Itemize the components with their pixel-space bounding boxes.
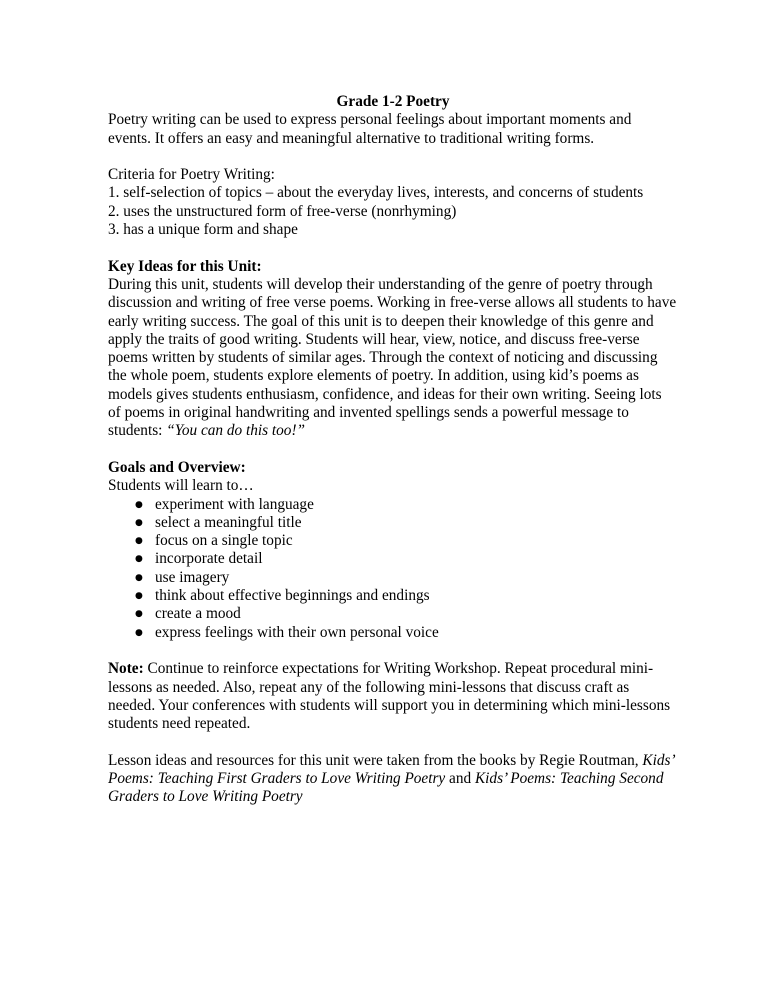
- bullet-icon: ●: [135, 609, 143, 620]
- document-page: [108, 93, 678, 807]
- note-body: Continue to reinforce expectations for Writing Workshop. Repeat procedural mini-lessons as needed. Also, repeat any of the following mini-lessons that discuss craft as needed. Your conferences with students will support you in determining which mini-lessons students need repeated.: [108, 660, 671, 733]
- note-paragraph: [108, 660, 678, 733]
- document-title: Grade 1-2 Poetry: [336, 93, 450, 110]
- spacer: [108, 239, 678, 257]
- goals-list: [108, 496, 678, 642]
- goal-text: use imagery: [155, 568, 230, 586]
- goal-item: [108, 624, 678, 642]
- goal-text: incorporate detail: [155, 550, 263, 568]
- sources-connector: and: [445, 769, 475, 787]
- goal-item: [108, 532, 678, 550]
- key-ideas-paragraph: [108, 276, 678, 441]
- bullet-icon: ●: [135, 536, 143, 547]
- spacer: [108, 733, 678, 751]
- note-label: Note:: [108, 660, 144, 678]
- key-ideas-heading: Key Ideas for this Unit:: [108, 257, 262, 275]
- criteria-item: 2. uses the unstructured form of free-verse (nonrhyming): [108, 202, 457, 220]
- bullet-icon: ●: [135, 554, 143, 565]
- goal-text: experiment with language: [155, 495, 314, 513]
- spacer: [108, 642, 678, 660]
- sources-lead: Lesson ideas and resources for this unit were taken from the books by Regie Routman,: [108, 751, 643, 769]
- goal-item: [108, 496, 678, 514]
- bullet-icon: ●: [135, 627, 143, 638]
- book-title-first-graders: Kids’ Poems: Teaching First Graders to Love Writing Poetry: [108, 751, 674, 787]
- goal-text: think about effective beginnings and endings: [155, 587, 430, 605]
- criteria-heading: Criteria for Poetry Writing:: [108, 166, 275, 184]
- criteria-item: 3. has a unique form and shape: [108, 221, 298, 239]
- goals-heading: Goals and Overview:: [108, 458, 246, 476]
- goal-item: [108, 550, 678, 568]
- key-ideas-body: During this unit, students will develop their understanding of the genre of poetry through discussion and writing of free verse poems. Working in free-verse allows all students to have early writing success. The goal of this unit is to deepen their knowledge of this genre and apply the traits of good writing. Students will hear, view, notice, and discuss free-verse poems written by students of similar ages. Through the context of noticing and discussing the whole poem, students explore elements of poetry. In addition, using kid’s poems as models gives students enthusiasm, confidence, and ideas for their own writing. Seeing lots of poems in original handwriting and invented spellings sends a powerful message to students:: [108, 275, 677, 440]
- spacer: [108, 148, 678, 166]
- bullet-icon: ●: [135, 499, 143, 510]
- goal-text: create a mood: [155, 605, 241, 623]
- bullet-icon: ●: [135, 517, 143, 528]
- goal-item: [108, 587, 678, 605]
- criteria-item: 1. self-selection of topics – about the everyday lives, interests, and concerns of students: [108, 184, 644, 202]
- goal-item: [108, 514, 678, 532]
- goals-lead: Students will learn to…: [108, 477, 254, 495]
- goal-text: select a meaningful title: [155, 513, 302, 531]
- book-title-second-graders: Kids’ Poems: Teaching Second Graders to Love Writing Poetry: [108, 769, 664, 806]
- goal-text: focus on a single topic: [155, 532, 293, 550]
- bullet-icon: ●: [135, 572, 143, 583]
- bullet-icon: ●: [135, 591, 143, 602]
- goal-item: [108, 605, 678, 623]
- criteria-list: [108, 184, 678, 239]
- intro-paragraph: Poetry writing can be used to express personal feelings about important moments and events. It offers an easy and meaningful alternative to traditional writing forms.: [108, 111, 632, 147]
- goal-item: [108, 569, 678, 587]
- goal-text: express feelings with their own personal voice: [155, 623, 439, 641]
- sources-paragraph: [108, 752, 678, 807]
- spacer: [108, 441, 678, 459]
- key-ideas-quote: “You can do this too!”: [166, 422, 306, 440]
